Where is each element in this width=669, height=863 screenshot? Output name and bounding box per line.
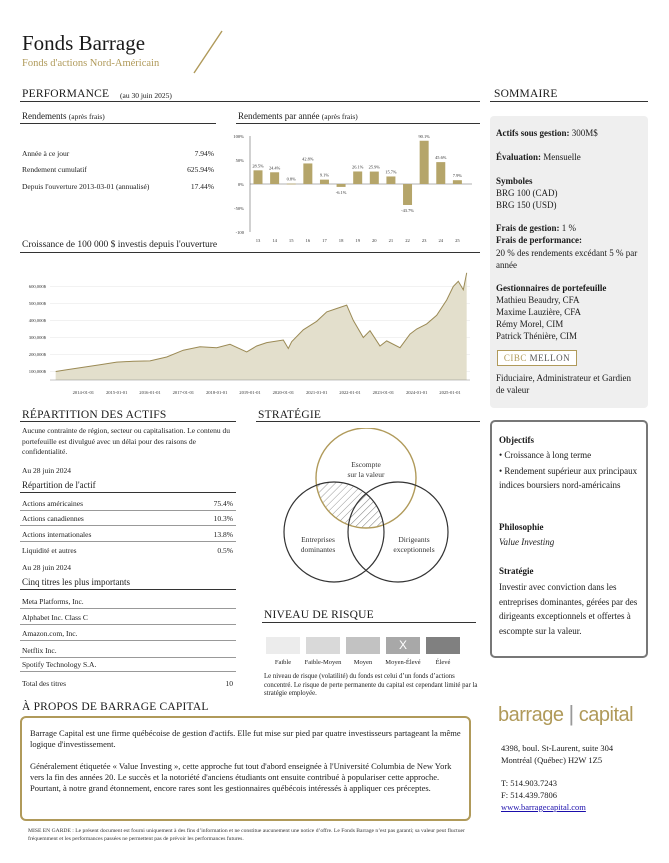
cibc-mellon-logo [497, 350, 577, 366]
asset-row [22, 546, 233, 555]
bar-chart-x-tick: 16 [305, 238, 311, 243]
holding-item: Alphabet Inc. Class C [22, 613, 88, 622]
returns-row [22, 165, 214, 174]
risk-swatch-low-medium [306, 637, 340, 654]
bar-chart-bar [320, 180, 329, 184]
area-chart-x-tick: 2014-01-01 [72, 390, 95, 395]
fund-title: Fonds Barrage [22, 31, 146, 55]
objective-item [499, 464, 641, 492]
logo-divider: | [568, 701, 574, 726]
risk-note: Le niveau de risque (volatilité) du fonds est celui d’un fonds d’actions concentré. Le risque de perte permanente du capital est cependant limité par la stratégie employée. [264, 673, 478, 697]
risk-title: NIVEAU DE RISQUE [264, 609, 374, 621]
annual-returns-title [238, 111, 358, 121]
performance-rule [20, 101, 480, 102]
aum-value: 300M$ [571, 128, 598, 138]
aum-line [496, 128, 598, 138]
objectives-title: Objectifs [499, 435, 534, 445]
address-line: Montréal (Québec) H2W 1Z5 [501, 755, 603, 765]
asset-row [22, 530, 233, 539]
bar-chart-x-tick: 15 [288, 238, 294, 243]
strategy-panel-text: Investir avec conviction dans les entreprises dominantes, gérées par des dirigeants exceptionnels et offertes à escompte sur la valeur. [499, 582, 638, 636]
returns-row [22, 182, 214, 191]
growth-rule [20, 252, 480, 253]
returns-row-label: Depuis l'ouverture 2013-03-01 (annualisé) [22, 182, 150, 191]
objective-item [499, 450, 591, 460]
asset-row-label: Actions internationales [22, 530, 92, 539]
venn-label: exceptionnels [393, 545, 435, 554]
total-holdings-row [22, 679, 233, 688]
phone-number: T: 514.903.7243 [501, 778, 558, 788]
divider [20, 541, 236, 542]
returns-title-text: Rendements [22, 111, 67, 121]
logo-word-right: capital [578, 704, 634, 726]
strategy-venn-diagram [270, 428, 470, 598]
manager-item: Patrick Thénière, CIM [496, 331, 578, 341]
area-chart-y-tick: 500,000$ [28, 300, 46, 306]
bar-chart-x-tick: 24 [438, 238, 444, 243]
bar-chart-y-tick: -100 [235, 230, 244, 235]
area-chart-y-tick: 100,000$ [28, 368, 46, 374]
management-fees-value: 1 % [561, 223, 576, 233]
returns-title-note: (après frais) [68, 112, 105, 121]
bar-chart-bar [436, 162, 445, 184]
venn-label: Dirigeants [398, 535, 430, 544]
risk-swatch-medium [346, 637, 380, 654]
divider [20, 657, 236, 658]
custodian-text: Fiduciaire, Administrateur et Gardien de valeur [496, 373, 631, 395]
bullet-icon: • [499, 450, 505, 460]
divider [20, 510, 236, 511]
area-chart-x-tick: 2023-01-01 [372, 390, 395, 395]
bar-chart-x-tick: 22 [405, 238, 410, 243]
bar-chart-bar [370, 172, 379, 184]
divider [20, 671, 236, 672]
area-chart-x-tick: 2015-01-01 [105, 390, 128, 395]
bar-chart-value-label: 90.1% [418, 133, 430, 139]
total-holdings-label: Total des titres [22, 679, 67, 688]
valuation-line [496, 152, 581, 162]
risk-selected-mark: X [398, 638, 407, 652]
bar-chart-value-label: 24.4% [268, 165, 281, 171]
top-holdings-rule [20, 589, 236, 590]
asset-row-value: 0.5% [217, 546, 233, 555]
asset-split-title: Répartition de l'actif [22, 480, 96, 490]
bar-chart-x-tick: 17 [322, 238, 327, 243]
asset-row-value: 75.4% [213, 499, 233, 508]
risk-swatch-high [426, 637, 460, 654]
bar-chart-bar [303, 163, 312, 184]
asset-row-label: Actions canadiennes [22, 514, 84, 523]
valuation-value: Mensuelle [543, 152, 581, 162]
venn-label: Entreprises [301, 535, 335, 544]
management-fees-label: Frais de gestion: [496, 223, 560, 233]
allocation-date: Au 28 juin 2024 [22, 466, 71, 475]
bar-chart-value-label: 42.8% [302, 156, 314, 162]
address-line: 4398, boul. St-Laurent, suite 304 [501, 743, 614, 753]
holding-item: Spotify Technology S.A. [22, 660, 97, 669]
asset-row-label: Actions américaines [22, 499, 84, 508]
bar-chart-value-label: 45.6% [435, 155, 447, 161]
venn-circle-leaders [348, 482, 448, 582]
holding-item: Amazon.com, Inc. [22, 629, 78, 638]
symbols-label: Symboles [496, 176, 533, 186]
growth-area-chart [20, 260, 482, 402]
risk-label: Élevé [435, 659, 451, 666]
bar-chart-value-label: 9.1% [319, 172, 330, 178]
bar-chart-value-label: -43.7% [401, 207, 414, 213]
risk-rule [262, 622, 476, 623]
manager-item: Rémy Morel, CIM [496, 319, 564, 329]
bar-chart-x-tick: 20 [372, 238, 377, 243]
returns-rule [20, 123, 216, 124]
asset-row [22, 499, 233, 508]
mellon-logo-text: MELLON [529, 353, 571, 363]
bar-chart-y-tick: 0% [237, 182, 244, 187]
annual-returns-bar-chart [228, 128, 478, 246]
about-paragraph: Généralement étiquetée « Value Investing », cette approche fut tout d'abord enseignée à l'Université Columbia de New York vers la fin des années 20. Le succès et la notoriété d'anciens étudiants ont ensuite contribué à populariser cette approche. Pourtant, à notre grand étonnement, encore rares sont les gestionnaires québécois intéressés à appliquer ces préceptes. [30, 761, 452, 793]
fax-number: F: 514.439.7806 [501, 790, 557, 800]
returns-row [22, 149, 214, 158]
venn-label: dominantes [300, 545, 336, 554]
bar-chart-bar [270, 172, 279, 184]
bar-chart-bar [453, 180, 462, 184]
holding-item: Meta Platforms, Inc. [22, 597, 84, 606]
risk-swatch-medium-high [386, 637, 420, 654]
strategy-title: STRATÉGIE [258, 409, 322, 421]
asset-row-value: 10.3% [213, 514, 233, 523]
valuation-label: Évaluation: [496, 152, 542, 162]
annual-returns-title-note: (après frais) [321, 112, 358, 121]
asset-row-label: Liquidité et autres [22, 546, 77, 555]
bar-chart-bar [386, 176, 395, 184]
managers-label: Gestionnaires de portefeuille [496, 283, 607, 293]
performance-fees-value: 20 % des rendements excédant 5 % par année [496, 248, 638, 270]
area-chart-x-tick: 2024-01-01 [405, 390, 428, 395]
disclaimer: MISE EN GARDE : Le présent document est fourni uniquement à des fins d’information et ne constitue aucunement une notice d’offre. Le Fonds Barrage n’est pas garanti; sa valeur peut fluctuer fréquemment et les performances passées ne permettent pas de prévoir les performances futures. [28, 828, 465, 842]
bar-chart-x-tick: 21 [388, 238, 394, 243]
returns-row-label: Rendement cumulatif [22, 165, 87, 174]
bar-chart-x-tick: 13 [255, 238, 261, 243]
bar-chart-y-tick: 100% [233, 134, 244, 139]
area-chart-y-tick: 300,000$ [28, 334, 46, 340]
about-paragraph: Barrage Capital est une firme québécoise de gestion d'actifs. Elle fut mise sur pied par quatre investisseurs partageant la même logique d'investissement. [30, 728, 461, 749]
strategy-panel-title: Stratégie [499, 566, 534, 576]
summary-title: SOMMAIRE [494, 88, 558, 100]
divider [20, 608, 236, 609]
allocation-rule [20, 421, 236, 422]
bar-chart-bar [403, 184, 412, 205]
bar-chart-x-tick: 23 [421, 238, 427, 243]
area-chart-x-tick: 2022-01-01 [339, 390, 361, 395]
venn-label: Escompte [351, 460, 381, 469]
returns-row-value: 7.94% [194, 149, 214, 158]
header-slash-decoration [190, 28, 226, 76]
risk-swatch-low [266, 637, 300, 654]
area-chart-x-tick: 2017-01-01 [172, 390, 195, 395]
symbol-item: BRG 150 (USD) [496, 200, 557, 210]
divider [20, 640, 236, 641]
bar-chart-bar [287, 184, 296, 185]
bar-chart-value-label: 25.9% [368, 164, 380, 170]
bar-chart-value-label: 28.5% [252, 163, 264, 169]
growth-chart-title: Croissance de 100 000 $ investis depuis l'ouverture [22, 240, 218, 250]
bar-chart-x-tick: 18 [338, 238, 344, 243]
performance-title: PERFORMANCE [22, 88, 110, 100]
area-chart-y-tick: 400,000$ [28, 317, 46, 323]
risk-label: Moyen-Élevé [385, 659, 421, 666]
cibc-logo-text: CIBC [503, 353, 527, 363]
bullet-icon: • [499, 466, 505, 476]
risk-label: Faible-Moyen [304, 659, 342, 666]
objective-item-text: Rendement supérieur aux principaux indices boursiers nord-américains [499, 466, 638, 490]
area-chart-y-tick: 200,000$ [28, 351, 46, 357]
area-chart-x-tick: 2021-01-01 [305, 390, 328, 395]
strategy-rule [256, 421, 480, 422]
allocation-title: RÉPARTITION DES ACTIFS [22, 409, 167, 421]
annual-returns-title-text: Rendements par année [238, 111, 320, 121]
asset-split-rule [20, 492, 236, 493]
returns-row-value: 625.94% [187, 165, 214, 174]
bar-chart-x-tick: 14 [272, 238, 277, 243]
summary-rule [490, 101, 648, 102]
philosophy-value: Value Investing [499, 537, 555, 547]
allocation-description: Aucune contrainte de région, secteur ou capitalisation. Le contenu du portefeuille est divulgué avec un délai pour des raisons de confidentialité. [22, 426, 231, 456]
performance-fees-label: Frais de performance: [496, 235, 582, 245]
annual-returns-rule [236, 123, 480, 124]
bar-chart-x-tick: 19 [355, 238, 360, 243]
bar-chart-y-tick: -50% [234, 206, 244, 211]
symbol-item: BRG 100 (CAD) [496, 188, 558, 198]
area-chart-y-tick: 600,000$ [28, 283, 46, 289]
bar-chart-bar [420, 141, 429, 184]
area-chart-x-tick: 2018-01-01 [205, 390, 228, 395]
bar-chart-value-label: -6.1% [335, 189, 347, 195]
total-holdings-value: 10 [225, 679, 233, 688]
divider [20, 624, 236, 625]
philosophy-title: Philosophie [499, 522, 544, 532]
risk-label: Faible [274, 659, 292, 666]
bar-chart-y-tick: 50% [235, 158, 244, 163]
returns-row-value: 17.44% [190, 182, 214, 191]
area-chart-x-tick: 2016-01-01 [139, 390, 161, 395]
performance-date: (au 30 juin 2025) [120, 91, 172, 100]
aum-label: Actifs sous gestion: [496, 128, 570, 138]
area-chart-x-tick: 2020-01-01 [272, 390, 295, 395]
asset-row-value: 13.8% [213, 530, 233, 539]
bar-chart-x-tick: 25 [455, 238, 460, 243]
returns-title [22, 111, 105, 121]
bar-chart-bar [353, 171, 362, 184]
about-title: À PROPOS DE BARRAGE CAPITAL [22, 701, 209, 713]
growth-area-fill [56, 273, 467, 380]
divider [20, 525, 236, 526]
bar-chart-bar [254, 170, 263, 184]
venn-label: sur la valeur [347, 470, 385, 479]
bar-chart-value-label: 0.8% [286, 176, 296, 182]
holding-item: Netflix Inc. [22, 646, 57, 655]
bar-chart-value-label: 7.9% [452, 173, 462, 179]
website-link[interactable]: www.barragecapital.com [501, 802, 586, 812]
barrage-capital-logo [498, 701, 633, 727]
bar-chart-bar [337, 184, 346, 187]
objective-item-text: Croissance à long terme [504, 450, 592, 460]
asset-row [22, 514, 233, 523]
risk-label: Moyen [353, 659, 373, 666]
bar-chart-value-label: 15.7% [385, 169, 397, 175]
management-fees-line [496, 223, 576, 233]
manager-item: Mathieu Beaudry, CFA [496, 295, 580, 305]
fund-subtitle: Fonds d'actions Nord-Américain [22, 58, 160, 69]
bar-chart-value-label: 26.1% [352, 164, 364, 170]
area-chart-x-tick: 2019-01-01 [239, 390, 261, 395]
top-holdings-title: Cinq titres les plus importants [22, 577, 130, 587]
manager-item: Maxime Lauzière, CFA [496, 307, 582, 317]
returns-row-label: Année à ce jour [22, 149, 70, 158]
area-chart-x-tick: 2025-01-01 [439, 390, 461, 395]
logo-word-left: barrage [498, 704, 564, 726]
top-holdings-date: Au 28 juin 2024 [22, 563, 71, 572]
